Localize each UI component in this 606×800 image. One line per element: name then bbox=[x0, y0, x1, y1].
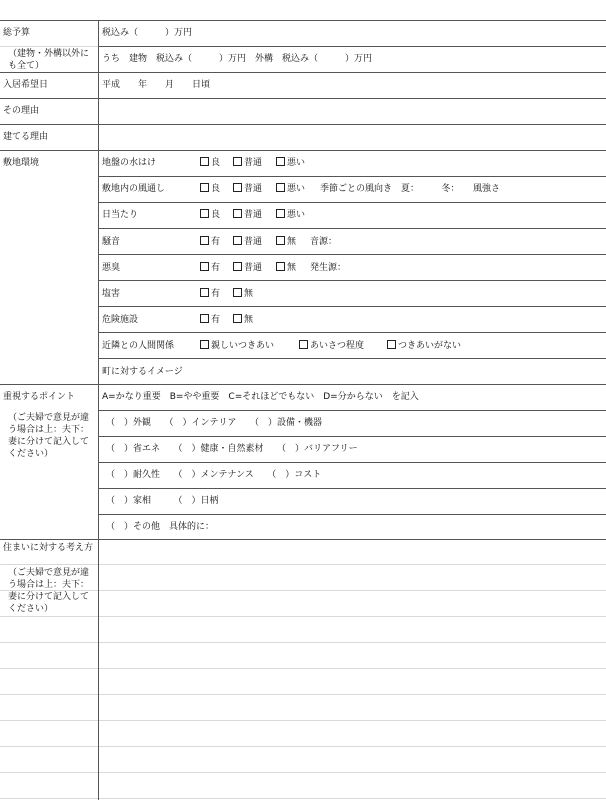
checkbox-option[interactable]: 良 bbox=[200, 209, 220, 221]
checkbox-icon bbox=[233, 209, 242, 218]
checkbox-icon bbox=[233, 314, 242, 323]
priority-row[interactable]: （ ）家相 （ ）日柄 bbox=[106, 496, 219, 506]
border-line bbox=[98, 202, 606, 203]
grid-line bbox=[0, 616, 606, 617]
site-row-label: 地盤の水はけ bbox=[102, 158, 157, 168]
priority-row[interactable]: （ ）耐久性 （ ）メンテナンス （ ）コスト bbox=[106, 470, 322, 480]
grid-line bbox=[0, 668, 606, 669]
border-line bbox=[98, 306, 606, 307]
checkbox-option[interactable]: 普通 bbox=[233, 236, 262, 248]
priority-row[interactable]: （ ）省エネ （ ）健康・自然素材 （ ）バリアフリー bbox=[106, 444, 358, 454]
checkbox-option[interactable]: 有 bbox=[200, 236, 220, 248]
checkbox-icon bbox=[233, 183, 242, 192]
town-image-label: 町に対するイメージ bbox=[102, 367, 183, 377]
checkbox-option[interactable]: 無 bbox=[276, 236, 296, 248]
border-line bbox=[0, 384, 606, 385]
checkbox-icon bbox=[200, 236, 209, 245]
border-line bbox=[0, 539, 606, 540]
checkbox-option[interactable]: あいさつ程度 bbox=[299, 340, 364, 352]
checkbox-option[interactable]: 普通 bbox=[233, 262, 262, 274]
border-line bbox=[98, 358, 606, 359]
border-line bbox=[0, 150, 606, 151]
reason-label: その理由 bbox=[3, 106, 40, 116]
checkbox-option[interactable]: 普通 bbox=[233, 209, 262, 221]
site-row-label: 危険施設 bbox=[102, 315, 139, 325]
border-line bbox=[98, 332, 606, 333]
checkbox-icon bbox=[276, 157, 285, 166]
checkbox-option[interactable]: 無 bbox=[276, 262, 296, 274]
checkbox-option[interactable]: つきあいがない bbox=[387, 340, 461, 352]
grid-line bbox=[0, 564, 606, 565]
wind-direction-field[interactable]: 季節ごとの風向き 夏： 冬： 風強さ bbox=[320, 184, 501, 194]
checkbox-icon bbox=[233, 288, 242, 297]
grid-line bbox=[0, 798, 606, 799]
site-row-label: 騒音 bbox=[102, 237, 121, 247]
border-line bbox=[0, 20, 606, 21]
border-line bbox=[98, 280, 606, 281]
grid-line bbox=[0, 694, 606, 695]
move-in-label: 入居希望日 bbox=[3, 80, 49, 90]
checkbox-icon bbox=[233, 157, 242, 166]
column-divider bbox=[98, 20, 99, 800]
checkbox-icon bbox=[276, 209, 285, 218]
checkbox-icon bbox=[200, 314, 209, 323]
site-row-label: 塩害 bbox=[102, 289, 121, 299]
checkbox-option[interactable]: 有 bbox=[200, 314, 220, 326]
priorities-legend: A=かなり重要 B=やや重要 C=それほどでもない D=分からない を記入 bbox=[102, 392, 419, 402]
checkbox-icon bbox=[200, 157, 209, 166]
border-line bbox=[98, 488, 606, 489]
priorities-label: 重視するポイント bbox=[3, 392, 76, 402]
priority-row[interactable]: （ ）外観 （ ）インテリア （ ）設備・機器 bbox=[106, 418, 323, 428]
housing-view-label: 住まいに対する考え方 bbox=[3, 543, 94, 553]
checkbox-icon bbox=[276, 183, 285, 192]
checkbox-icon bbox=[233, 262, 242, 271]
border-line bbox=[98, 514, 606, 515]
build-reason-label: 建てる理由 bbox=[3, 132, 49, 142]
border-line bbox=[98, 410, 606, 411]
site-row-label: 日当たり bbox=[102, 210, 139, 220]
checkbox-icon bbox=[200, 209, 209, 218]
site-row-label: 敷地内の風通し bbox=[102, 184, 166, 194]
site-label: 敷地環境 bbox=[3, 158, 40, 168]
checkbox-option[interactable]: 良 bbox=[200, 157, 220, 169]
neighbors-label: 近隣との人間関係 bbox=[102, 341, 175, 351]
checkbox-option[interactable]: 無 bbox=[233, 314, 253, 326]
checkbox-option[interactable]: 悪い bbox=[276, 209, 305, 221]
checkbox-option[interactable]: 有 bbox=[200, 262, 220, 274]
move-in-value[interactable]: 平成 年 月 日頃 bbox=[102, 80, 211, 90]
grid-line bbox=[0, 642, 606, 643]
budget-sub-label: （建物・外構以外にも全て） bbox=[8, 49, 90, 71]
odor-source-field[interactable]: 発生源： bbox=[310, 263, 347, 273]
budget-label: 総予算 bbox=[3, 28, 31, 38]
checkbox-option[interactable]: 普通 bbox=[233, 157, 262, 169]
budget-breakdown[interactable]: うち 建物 税込み（ ）万円 外構 税込み（ ）万円 bbox=[102, 54, 373, 64]
border-line bbox=[0, 124, 606, 125]
checkbox-icon bbox=[387, 340, 396, 349]
checkbox-option[interactable]: 悪い bbox=[276, 183, 305, 195]
checkbox-icon bbox=[200, 183, 209, 192]
checkbox-option[interactable]: 無 bbox=[233, 288, 253, 300]
checkbox-icon bbox=[233, 236, 242, 245]
checkbox-option[interactable]: 有 bbox=[200, 288, 220, 300]
checkbox-option[interactable]: 親しいつきあい bbox=[200, 340, 274, 352]
grid-line bbox=[0, 746, 606, 747]
grid-line bbox=[0, 772, 606, 773]
checkbox-icon bbox=[200, 340, 209, 349]
checkbox-option[interactable]: 良 bbox=[200, 183, 220, 195]
housing-view-note: （ご夫婦で意見が違う場合は上：夫下：妻に分けて記入してください） bbox=[8, 568, 90, 614]
budget-value[interactable]: 税込み（ ）万円 bbox=[102, 28, 193, 38]
border-line bbox=[98, 436, 606, 437]
checkbox-option[interactable]: 普通 bbox=[233, 183, 262, 195]
border-line bbox=[0, 72, 606, 73]
border-line bbox=[98, 228, 606, 229]
checkbox-option[interactable]: 悪い bbox=[276, 157, 305, 169]
grid-line bbox=[0, 720, 606, 721]
checkbox-icon bbox=[299, 340, 308, 349]
checkbox-icon bbox=[276, 262, 285, 271]
border-line bbox=[98, 462, 606, 463]
border-line bbox=[0, 98, 606, 99]
checkbox-icon bbox=[276, 236, 285, 245]
noise-source-field[interactable]: 音源： bbox=[310, 237, 338, 247]
checkbox-icon bbox=[200, 262, 209, 271]
priority-row[interactable]: （ ）その他 具体的に： bbox=[106, 522, 215, 532]
checkbox-icon bbox=[200, 288, 209, 297]
priorities-note: （ご夫婦で意見が違う場合は上：夫下：妻に分けて記入してください） bbox=[8, 413, 90, 459]
border-line bbox=[98, 46, 606, 47]
border-line bbox=[98, 176, 606, 177]
border-line bbox=[98, 254, 606, 255]
site-row-label: 悪臭 bbox=[102, 263, 121, 273]
